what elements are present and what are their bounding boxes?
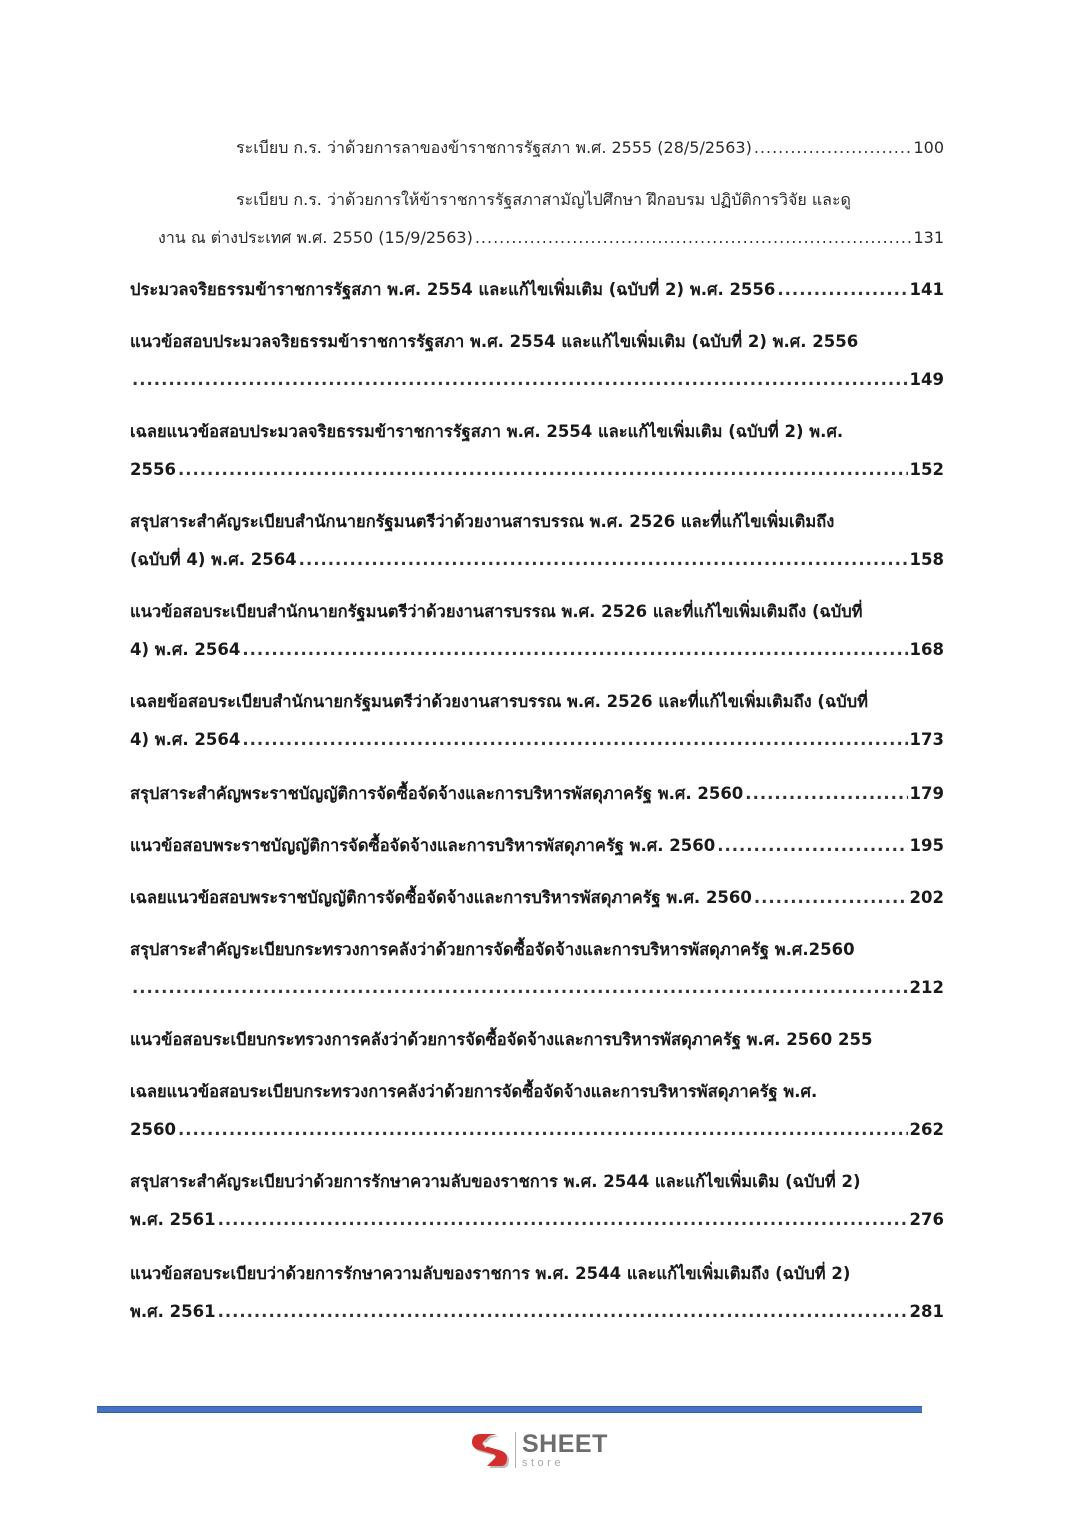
toc-page-number: 158 [909, 550, 944, 569]
logo-subtext: store [522, 1456, 564, 1469]
dot-leader [242, 726, 907, 754]
toc-title: สรุปสาระสำคัญระเบียบสำนักนายกรัฐมนตรีว่าด้วยงานสารบรรณ พ.ศ. 2526 และที่แก้ไขเพิ่มเติมถึง [130, 512, 835, 531]
toc-line [130, 456, 944, 484]
toc-page-number: 149 [909, 370, 944, 389]
toc-line [130, 598, 944, 626]
toc-page-number: 262 [909, 1120, 944, 1139]
logo-s-icon [467, 1428, 511, 1472]
toc-line [130, 418, 944, 446]
toc-line [130, 328, 944, 356]
toc-title: สรุปสาระสำคัญระเบียบกระทรวงการคลังว่าด้วยการจัดซื้อจัดจ้างและการบริหารพัสดุภาครัฐ พ.ศ.2560 [130, 940, 855, 959]
toc-page-number: 100 [913, 138, 944, 157]
toc-title: เฉลยแนวข้อสอบพระราชบัญญัติการจัดซื้อจัดจ้างและการบริหารพัสดุภาครัฐ พ.ศ. 2560 [130, 888, 752, 907]
toc-title: 4) พ.ศ. 2564 [130, 730, 241, 749]
toc-title: พ.ศ. 2561 [130, 1210, 216, 1229]
toc-title: ระเบียบ ก.ร. ว่าด้วยการให้ข้าราชการรัฐสภาสามัญไปศึกษา ฝึกอบรม ปฏิบัติการวิจัย และดู [236, 190, 851, 209]
toc-page-number: 202 [909, 888, 944, 907]
toc-page-number: 141 [909, 280, 944, 299]
toc-title: ระเบียบ ก.ร. ว่าด้วยการลาของข้าราชการรัฐสภา พ.ศ. 2555 (28/5/2563) [236, 138, 752, 157]
toc-page-number: 152 [909, 460, 944, 479]
toc-line [130, 1168, 944, 1196]
footer-divider-bar [97, 1406, 922, 1413]
toc-title: เฉลยข้อสอบระเบียบสำนักนายกรัฐมนตรีว่าด้วยงานสารบรรณ พ.ศ. 2526 และที่แก้ไขเพิ่มเติมถึง (ฉบับที่ [130, 692, 869, 711]
toc-title: เฉลยแนวข้อสอบประมวลจริยธรรมข้าราชการรัฐสภา พ.ศ. 2554 และแก้ไขเพิ่มเติม (ฉบับที่ 2) พ.ศ. [130, 422, 844, 441]
toc-page-number: 131 [913, 228, 944, 247]
toc-line [130, 508, 944, 536]
toc-line [236, 134, 944, 162]
toc-line [130, 1078, 944, 1106]
logo-divider [515, 1432, 516, 1468]
toc-title: สรุปสาระสำคัญพระราชบัญญัติการจัดซื้อจัดจ้างและการบริหารพัสดุภาครัฐ พ.ศ. 2560 [130, 784, 744, 803]
toc-line [130, 1298, 944, 1326]
toc-line [130, 884, 944, 912]
dot-leader [178, 1116, 908, 1144]
dot-leader [132, 366, 908, 394]
toc-page-number: 173 [909, 730, 944, 749]
logo-wordmark: SHEET [522, 1429, 608, 1458]
dot-leader [777, 276, 907, 304]
dot-leader [218, 1298, 908, 1326]
toc-title: งาน ณ ต่างประเทศ พ.ศ. 2550 (15/9/2563) [158, 228, 473, 247]
toc-line [130, 276, 944, 304]
dot-leader [754, 884, 908, 912]
toc-line [130, 366, 944, 394]
toc-line [130, 1026, 944, 1054]
toc-line [130, 936, 944, 964]
toc-title: ประมวลจริยธรรมข้าราชการรัฐสภา พ.ศ. 2554 และแก้ไขเพิ่มเติม (ฉบับที่ 2) พ.ศ. 2556 [130, 280, 776, 299]
toc-line [130, 1206, 944, 1234]
toc-line [130, 726, 944, 754]
toc-line [130, 636, 944, 664]
toc-line [130, 1260, 944, 1288]
toc-line [130, 1116, 944, 1144]
toc-title: แนวข้อสอบระเบียบกระทรวงการคลังว่าด้วยการจัดซื้อจัดจ้างและการบริหารพัสดุภาครัฐ พ.ศ. 2560 255 [130, 1030, 873, 1049]
dot-leader [717, 832, 907, 860]
toc-page-number: 179 [909, 784, 944, 803]
toc-title: (ฉบับที่ 4) พ.ศ. 2564 [130, 550, 297, 569]
dot-leader [178, 456, 908, 484]
dot-leader [745, 780, 907, 808]
toc-title: แนวข้อสอบระเบียบสำนักนายกรัฐมนตรีว่าด้วยงานสารบรรณ พ.ศ. 2526 และที่แก้ไขเพิ่มเติมถึง (ฉบับที่ [130, 602, 863, 621]
toc-page-number: 168 [909, 640, 944, 659]
toc-title: แนวข้อสอบประมวลจริยธรรมข้าราชการรัฐสภา พ.ศ. 2554 และแก้ไขเพิ่มเติม (ฉบับที่ 2) พ.ศ. 2556 [130, 332, 859, 351]
toc-line [130, 688, 944, 716]
toc-title: 4) พ.ศ. 2564 [130, 640, 241, 659]
dot-leader [299, 546, 908, 574]
toc-page-number: 281 [909, 1302, 944, 1321]
toc-line [130, 780, 944, 808]
toc-title: เฉลยแนวข้อสอบระเบียบกระทรวงการคลังว่าด้วยการจัดซื้อจัดจ้างและการบริหารพัสดุภาครัฐ พ.ศ. [130, 1082, 818, 1101]
toc-page-number: 212 [909, 978, 944, 997]
toc-line [130, 832, 944, 860]
sheet-store-logo [467, 1428, 608, 1472]
toc-title: แนวข้อสอบพระราชบัญญัติการจัดซื้อจัดจ้างและการบริหารพัสดุภาครัฐ พ.ศ. 2560 [130, 836, 716, 855]
dot-leader [242, 636, 907, 664]
toc-title: 2560 [130, 1120, 176, 1139]
dot-leader [218, 1206, 908, 1234]
toc-page-number: 276 [909, 1210, 944, 1229]
toc-line [158, 224, 944, 252]
dot-leader [132, 974, 908, 1002]
dot-leader [475, 224, 912, 252]
toc-title: แนวข้อสอบระเบียบว่าด้วยการรักษาความลับของราชการ พ.ศ. 2544 และแก้ไขเพิ่มเติมถึง (ฉบับที่ 2) [130, 1264, 851, 1283]
toc-title: พ.ศ. 2561 [130, 1302, 216, 1321]
toc-title: 2556 [130, 460, 176, 479]
toc-page-number: 195 [909, 836, 944, 855]
toc-line [130, 546, 944, 574]
toc-line [130, 974, 944, 1002]
toc-line [236, 186, 944, 214]
dot-leader [754, 134, 912, 162]
toc-title: สรุปสาระสำคัญระเบียบว่าด้วยการรักษาความลับของราชการ พ.ศ. 2544 และแก้ไขเพิ่มเติม (ฉบับที่ 2) [130, 1172, 861, 1191]
